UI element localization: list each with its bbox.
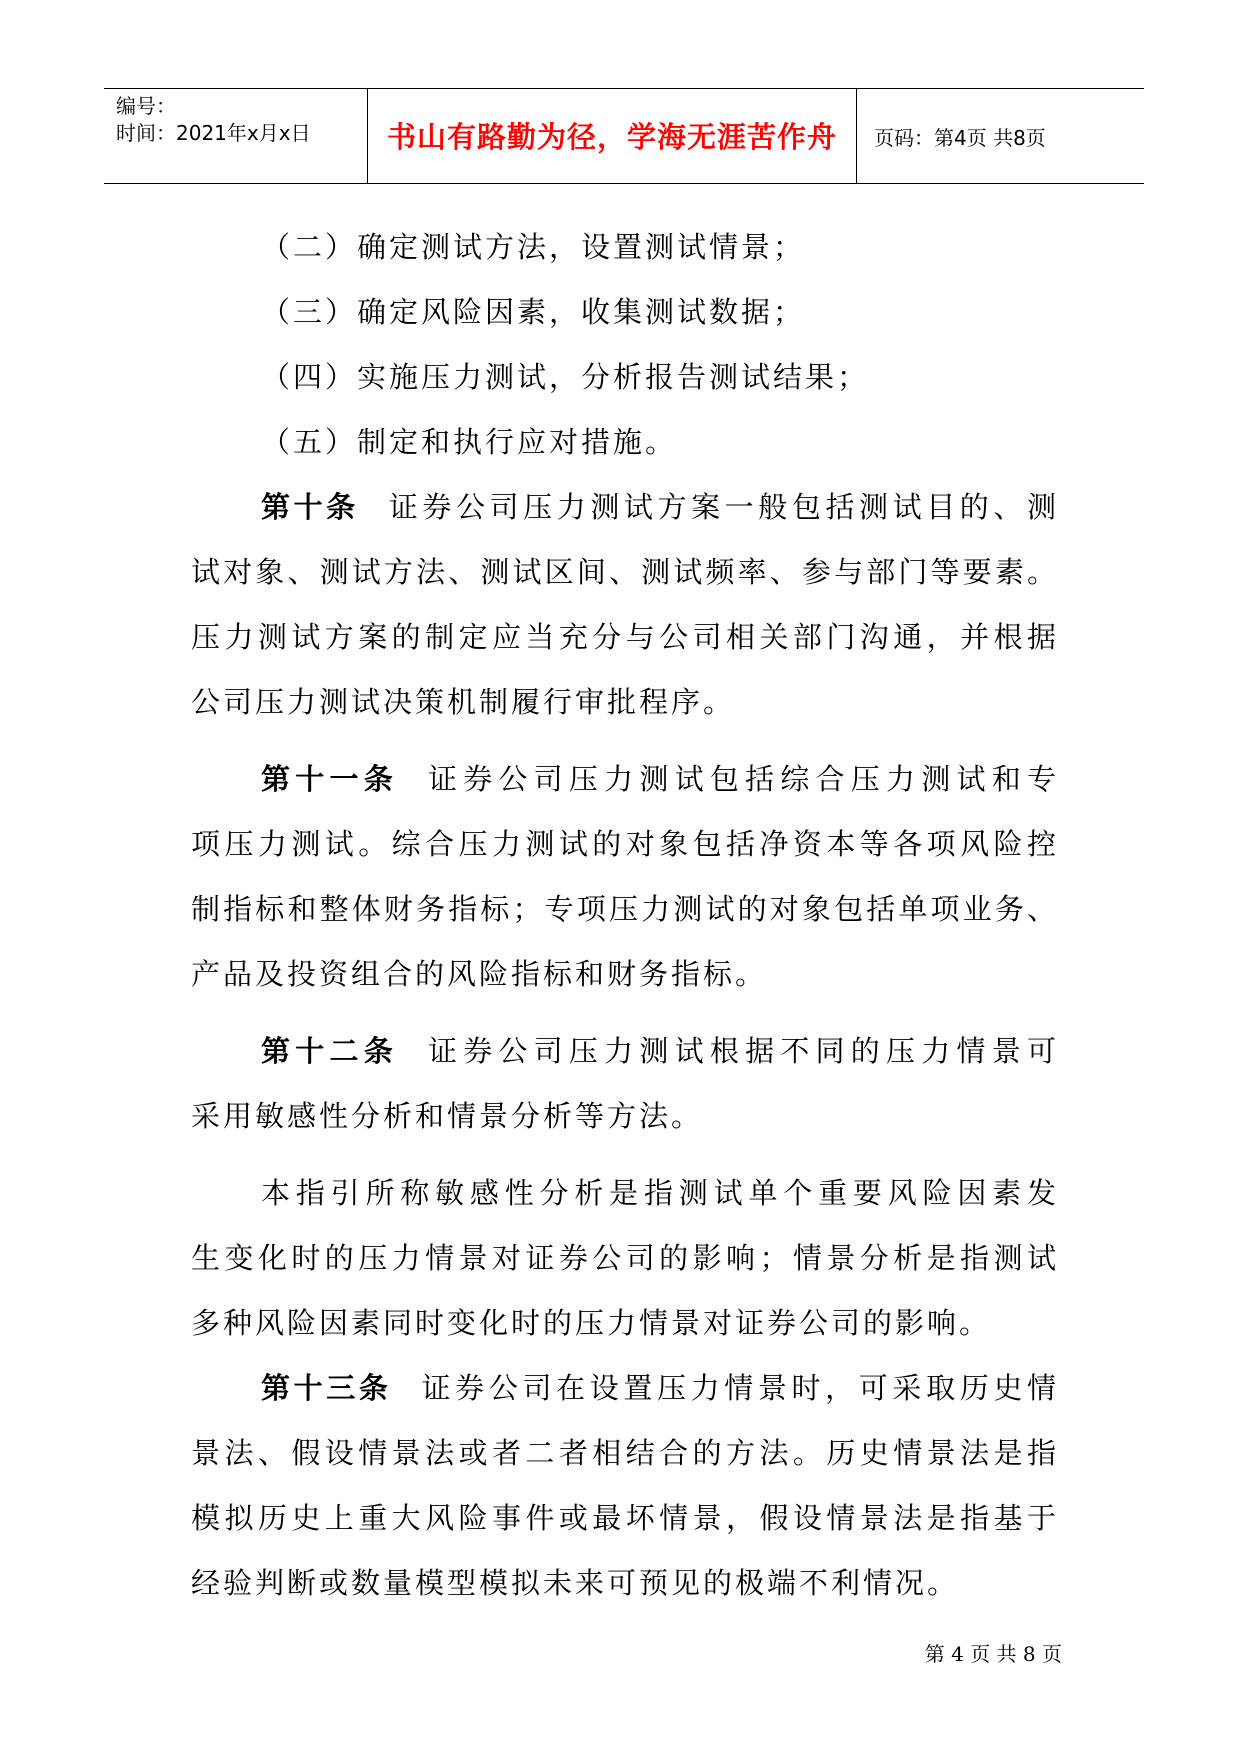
body-line: 模拟历史上重大风险事件或最坏情景，假设情景法是指基于 bbox=[191, 1501, 1059, 1535]
header-motto: 书山有路勤为径，学海无涯苦作舟 bbox=[386, 120, 837, 154]
list-item: （二）确定测试方法，设置测试情景； bbox=[261, 230, 806, 264]
article-13-line bbox=[191, 1356, 1059, 1421]
body-text: 证券公司压力测试方案一般包括测试目的、测 bbox=[388, 490, 1059, 524]
page-header bbox=[104, 88, 1144, 184]
article-heading: 第十二条 bbox=[261, 1034, 398, 1068]
body-line: 压力测试方案的制定应当充分与公司相关部门沟通，并根据 bbox=[191, 620, 1059, 654]
body-text: 证券公司压力测试根据不同的压力情景可 bbox=[427, 1034, 1059, 1068]
body-line: 产品及投资组合的风险指标和财务指标。 bbox=[191, 957, 768, 991]
body-line: 公司压力测试决策机制履行审批程序。 bbox=[191, 685, 736, 719]
body-text: 证券公司在设置压力情景时，可采取历史情 bbox=[421, 1371, 1059, 1405]
article-12-line bbox=[191, 1019, 1059, 1084]
body-line: 多种风险因素同时变化时的压力情景对证券公司的影响。 bbox=[191, 1306, 992, 1340]
header-meta bbox=[116, 93, 311, 147]
article-heading: 第十一条 bbox=[261, 762, 398, 796]
article-10-line bbox=[191, 475, 1059, 540]
page-footer: 第 4 页 共 8 页 bbox=[924, 1642, 1062, 1666]
article-heading: 第十三条 bbox=[261, 1371, 392, 1405]
body-line: 景法、假设情景法或者二者相结合的方法。历史情景法是指 bbox=[191, 1436, 1059, 1470]
list-item: （三）确定风险因素，收集测试数据； bbox=[261, 295, 806, 329]
body-line: 采用敏感性分析和情景分析等方法。 bbox=[191, 1099, 704, 1133]
body-line: 本指引所称敏感性分析是指测试单个重要风险因素发 bbox=[261, 1176, 1059, 1210]
body-line: 制指标和整体财务指标；专项压力测试的对象包括单项业务、 bbox=[191, 892, 1059, 926]
document-body bbox=[191, 215, 1059, 1616]
list-item: （五）制定和执行应对措施。 bbox=[261, 425, 678, 459]
body-line: 试对象、测试方法、测试区间、测试频率、参与部门等要素。 bbox=[191, 555, 1059, 589]
serial-number-label: 编号： bbox=[116, 94, 176, 118]
article-heading: 第十条 bbox=[261, 490, 359, 524]
body-line: 经验判断或数量模型模拟未来可预见的极端不利情况。 bbox=[191, 1566, 960, 1600]
article-11-line bbox=[191, 747, 1059, 812]
body-line: 项压力测试。综合压力测试的对象包括净资本等各项风险控 bbox=[191, 827, 1059, 861]
header-page-info: 页码：第4页 共8页 bbox=[874, 126, 1046, 150]
body-text: 证券公司压力测试包括综合压力测试和专 bbox=[427, 762, 1059, 796]
header-divider bbox=[856, 89, 857, 183]
list-item: （四）实施压力测试，分析报告测试结果； bbox=[261, 360, 870, 394]
body-line: 生变化时的压力情景对证券公司的影响；情景分析是指测试 bbox=[191, 1241, 1059, 1275]
date-label: 时间：2021年x月x日 bbox=[116, 121, 311, 145]
